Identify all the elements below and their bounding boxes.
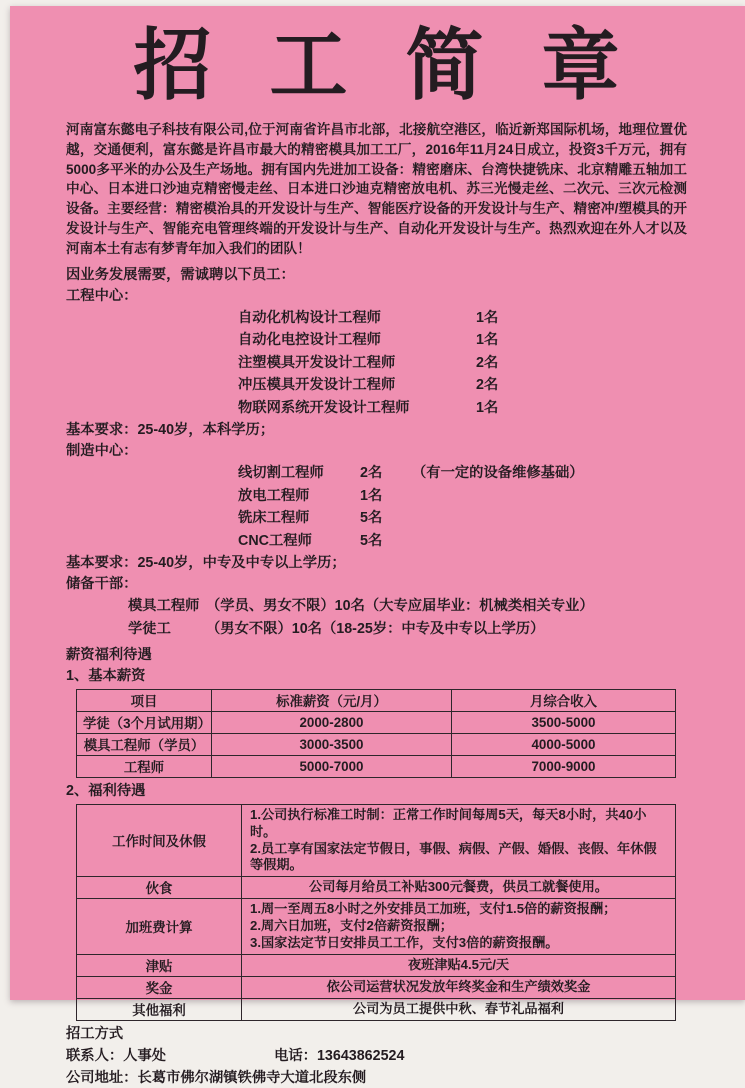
page-title: 招工简章 — [133, 20, 678, 111]
table-header-row — [77, 690, 676, 712]
welfare-label: 津贴 — [77, 954, 242, 976]
position-title: 注塑模具开发设计工程师 — [238, 354, 396, 371]
recruitment-poster — [10, 6, 745, 1086]
position-count: 2名 — [476, 377, 499, 394]
position-title: 自动化机构设计工程师 — [238, 309, 381, 326]
welfare-row — [77, 805, 676, 877]
engineering-center-label: 工程中心： — [66, 287, 138, 304]
welfare-label: 其他福利 — [77, 998, 242, 1020]
position-row — [238, 530, 687, 553]
position-row — [238, 307, 687, 330]
position-note: （有一定的设备维修基础） — [412, 465, 584, 482]
position-count: 2名 — [360, 465, 383, 482]
welfare-row — [77, 998, 676, 1020]
position-count: 5名 — [360, 532, 383, 549]
reserve-detail: （学员、男女不限）10名（大专应届毕业：机械类相关专业） — [206, 598, 594, 615]
basic-salary-heading: 1、基本薪资 — [66, 668, 146, 685]
reserve-role: 学徒工 — [128, 621, 171, 638]
reserve-position-row — [128, 595, 687, 618]
welfare-row — [77, 877, 676, 899]
position-count: 1名 — [360, 487, 383, 504]
table-cell: 7000-9000 — [452, 756, 676, 778]
position-count: 1名 — [476, 332, 499, 349]
position-title: CNC工程师 — [238, 532, 312, 549]
manufacturing-center-label: 制造中心： — [66, 443, 138, 460]
position-title: 放电工程师 — [238, 487, 310, 504]
manufacturing-requirement: 基本要求：25-40岁，中专及中专以上学历； — [66, 555, 346, 572]
table-cell: 4000-5000 — [452, 734, 676, 756]
position-row — [238, 485, 687, 508]
position-title: 线切割工程师 — [238, 465, 324, 482]
position-row — [238, 462, 687, 485]
position-count: 2名 — [476, 354, 499, 371]
welfare-content — [242, 954, 676, 976]
welfare-content-line: 2.周六日加班，支付2倍薪资报酬； — [250, 918, 453, 934]
welfare-content — [242, 998, 676, 1020]
reserve-cadre-label: 储备干部： — [66, 576, 138, 593]
manufacturing-positions — [66, 462, 687, 552]
position-count: 5名 — [360, 510, 383, 527]
table-row — [77, 734, 676, 756]
welfare-content-line: 依公司运营状况发放年终奖金和生产绩效奖金 — [326, 978, 591, 994]
position-count: 1名 — [476, 399, 499, 416]
table-row — [77, 712, 676, 734]
welfare-content — [242, 805, 676, 877]
salary-benefits-heading: 薪资福利待遇 — [66, 647, 152, 664]
welfare-row — [77, 976, 676, 998]
table-cell: 工程师 — [77, 756, 212, 778]
table-row — [77, 756, 676, 778]
reserve-detail: （男女不限）10名（18-25岁：中专及中专以上学历） — [206, 621, 545, 638]
position-row — [238, 507, 687, 530]
reserve-position-row — [128, 618, 687, 641]
table-cell: 5000-7000 — [212, 756, 452, 778]
basic-salary-table — [76, 689, 676, 778]
welfare-row — [77, 899, 676, 954]
welfare-row — [77, 954, 676, 976]
welfare-label: 奖金 — [77, 976, 242, 998]
welfare-content — [242, 899, 676, 954]
table-cell: 3500-5000 — [452, 712, 676, 734]
welfare-content — [242, 877, 676, 899]
table-cell: 学徒（3个月试用期） — [77, 712, 212, 734]
welfare-label: 伙食 — [77, 877, 242, 899]
table-header-cell: 标准薪资（元/月） — [212, 690, 452, 712]
position-title: 铣床工程师 — [238, 510, 310, 527]
position-title: 自动化电控设计工程师 — [238, 332, 381, 349]
engineering-positions — [66, 307, 687, 420]
table-cell: 模具工程师（学员） — [77, 734, 212, 756]
recruit-method-heading: 招工方式 — [66, 1025, 124, 1042]
welfare-label: 工作时间及休假 — [77, 805, 242, 877]
welfare-content-line: 2.员工享有国家法定节假日，事假、病假、产假、婚假、丧假、年休假等假期。 — [250, 840, 657, 873]
engineering-requirement: 基本要求：25-40岁，本科学历； — [66, 422, 275, 439]
position-title: 物联网系统开发设计工程师 — [238, 399, 410, 416]
welfare-label: 加班费计算 — [77, 899, 242, 954]
welfare-content-line: 1.公司执行标准工时制：正常工作时间每周5天，每天8小时，共40小时。 — [250, 807, 647, 839]
table-header-cell: 项目 — [77, 690, 212, 712]
reserve-positions — [66, 595, 687, 641]
contact-person: 联系人：人事处 — [66, 1047, 167, 1064]
position-row — [238, 352, 687, 375]
company-address: 公司地址：长葛市佛尔湖镇铁佛寺大道北段东侧 — [66, 1069, 367, 1086]
recruit-header: 因业务发展需要，需诚聘以下员工： — [66, 266, 295, 283]
reserve-role: 模具工程师 — [128, 598, 200, 615]
contact-row — [66, 1045, 687, 1067]
position-row — [238, 374, 687, 397]
welfare-content — [242, 976, 676, 998]
position-count: 1名 — [476, 309, 499, 326]
table-header-cell: 月综合收入 — [452, 690, 676, 712]
position-row — [238, 397, 687, 420]
table-cell: 2000-2800 — [212, 712, 452, 734]
welfare-heading: 2、福利待遇 — [66, 783, 146, 800]
welfare-content-line: 公司为员工提供中秋、春节礼品福利 — [353, 1000, 564, 1016]
welfare-content-line: 公司每月给员工补贴300元餐费，供员工就餐使用。 — [309, 879, 608, 895]
welfare-content-line: 1.周一至周五8小时之外安排员工加班，支付1.5倍的薪资报酬； — [250, 901, 617, 917]
position-row — [238, 329, 687, 352]
table-cell: 3000-3500 — [212, 734, 452, 756]
position-title: 冲压模具开发设计工程师 — [238, 377, 396, 394]
company-intro: 河南富东懿电子科技有限公司,位于河南省许昌市北部，北接航空港区，临近新郑国际机场，地理位置优越，交通便利，富东懿是许昌市最大的精密模具加工工厂，2016年11月24日成立，投资3千万元，拥有5000多平米的办公及生产场地。拥有国内先进加工设备：精密磨床、台湾快捷铣床、北京精雕五轴加工中心、日本进口沙迪克精密慢走丝、日本进口沙迪克精密放电机、苏三光慢走丝、二次元、三次元检测设备。主要经营：精密模治具的开发设计与生产、智能医疗设备的开发设计与生产、精密冲/塑模具的开发设计与生产、智能充电管理终端的开发设计与生产、自动化开发设计与生产。热烈欢迎在外人才以及河南本土有志有梦青年加入我们的团队！ — [66, 122, 687, 256]
welfare-content-line: 夜班津贴4.5元/天 — [407, 956, 510, 972]
welfare-table — [76, 804, 676, 1021]
welfare-content-line: 3.国家法定节日安排员工工作，支付3倍的薪资报酬。 — [250, 934, 559, 950]
contact-phone: 电话：13643862524 — [274, 1047, 405, 1064]
